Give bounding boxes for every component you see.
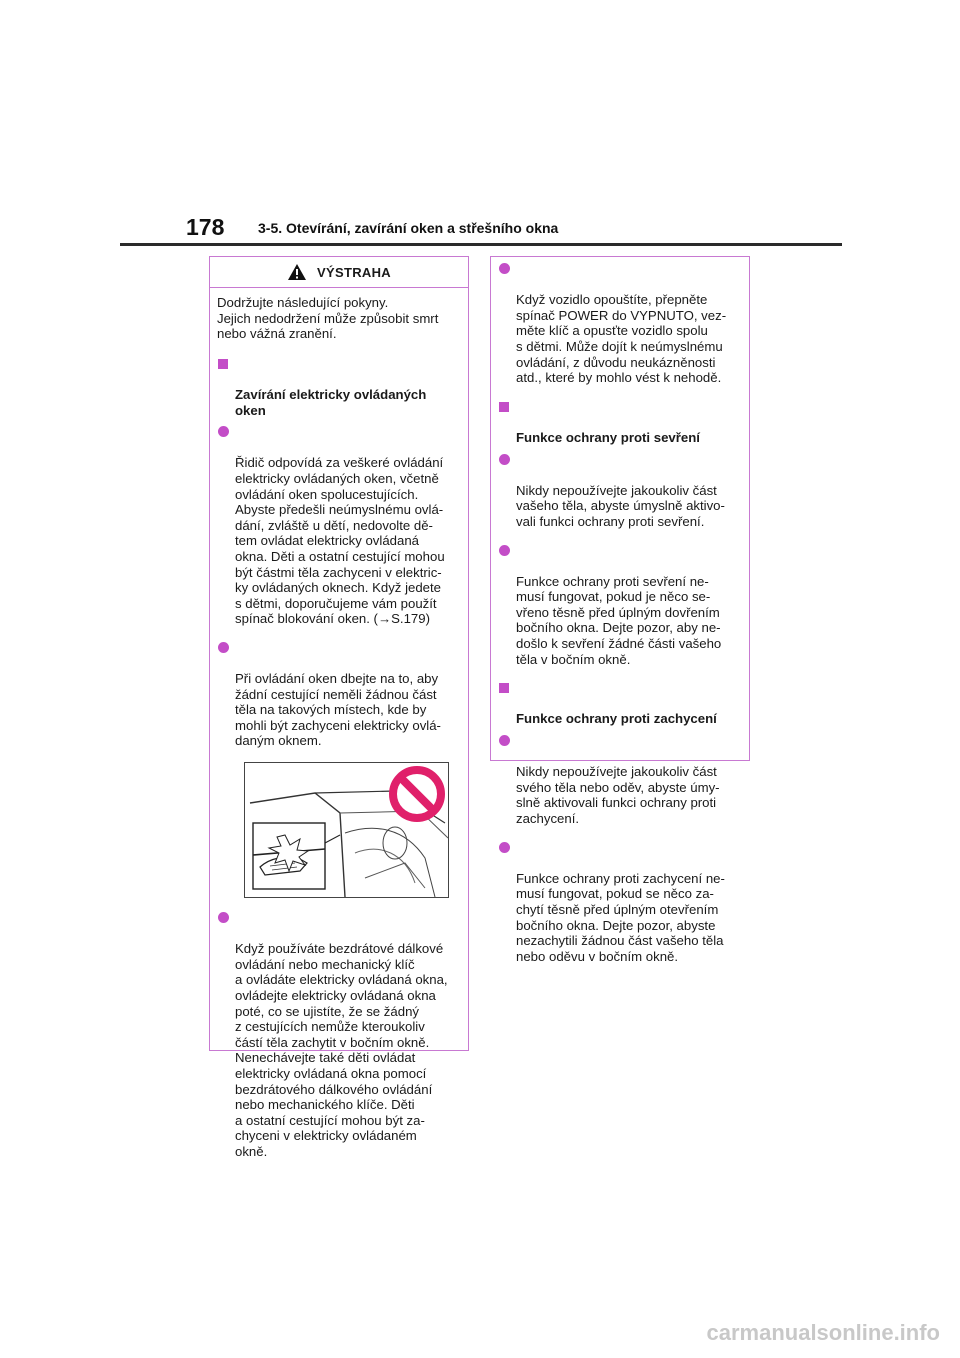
warning-box-continued (490, 256, 750, 964)
list-item (498, 543, 742, 668)
section-title: 3-5. Otevírání, zavírání oken a střešního okna (258, 220, 559, 236)
subheading-catch-protection (498, 680, 742, 727)
round-bullet-icon (499, 454, 510, 465)
list-item (498, 261, 742, 386)
bullet-text: Funkce ochrany proti sevření ne- musí fungovat, pokud je něco se- vřeno těsně před úplným dovřením bočního okna. Dejte pozor, aby ne- došlo k sevření žádné části vašeho těla v bočním okně. (516, 573, 722, 667)
square-bullet-icon (218, 359, 228, 369)
subheading-power-windows (217, 356, 461, 418)
subheading-text: Funkce ochrany proti sevření (516, 429, 700, 445)
prohibition-icon (388, 765, 446, 823)
square-bullet-icon (499, 402, 509, 412)
bullet-text: Když vozidlo opouštíte, přepněte spínač POWER do VYPNUTO, vez- měte klíč a opusťte vozidlo spolu s dětmi. Může dojít k neúmyslnému ovládání, z důvodu neukázněnosti atd., které by mohlo vést k nehodě. (516, 292, 727, 386)
round-bullet-icon (499, 545, 510, 556)
bullet-text: Funkce ochrany proti zachycení ne- musí fungovat, pokud se něco za- chytí těsně před úplným otevřením bočního okna. Dejte pozor, abyste nezachytili žádnou část vašeho těla nebo oděvu v bočním okně. (516, 870, 725, 964)
list-item (498, 733, 742, 827)
round-bullet-icon (218, 426, 229, 437)
warning-intro: Dodržujte následující pokyny. Jejich nedodržení může způsobit smrt nebo vážná zranění. (217, 295, 439, 342)
list-item (498, 840, 742, 965)
subheading-text: Funkce ochrany proti zachycení (516, 711, 717, 727)
bullet-text: Nikdy nepoužívejte jakoukoliv část vašeho těla, abyste úmyslně aktivo- vali funkci ochrany proti sevření. (516, 482, 725, 529)
header-divider (120, 243, 842, 246)
round-bullet-icon (499, 735, 510, 746)
list-item (217, 424, 461, 627)
round-bullet-icon (499, 842, 510, 853)
warning-title: VÝSTRAHA (317, 264, 391, 280)
list-item (217, 640, 461, 749)
page-number: 178 (186, 214, 225, 240)
round-bullet-icon (218, 912, 229, 923)
subheading-jam-protection (498, 399, 742, 446)
warning-box (209, 256, 469, 1159)
subheading-text: Zavírání elektricky ovládaných oken (235, 386, 427, 418)
warning-triangle-icon (287, 263, 307, 281)
list-item (217, 910, 461, 1160)
watermark: carmanualsonline.info (706, 1320, 940, 1345)
square-bullet-icon (499, 683, 509, 693)
hand-caught-in-window-illustration (244, 762, 449, 898)
warning-header (210, 257, 468, 288)
list-item (498, 452, 742, 530)
bullet-text: Když používáte bezdrátové dálkové ovládání nebo mechanický klíč a ovládáte elektricky ovládaná okna, ovládejte elektricky ovládaná okna poté, co se ujistíte, že se žádný z cestujících nemůže kteroukoliv částí těla zachytit v bočním okně. Nenechávejte také děti ovládat elektricky ovládaná okna pomocí bezdrátového dálkového ovládání nebo mechanického klíče. Děti a ostatní cestující mohou být za- chyceni v elektricky ovládaném okně. (235, 941, 448, 1159)
bullet-text: Řidič odpovídá za veškeré ovládání elektricky ovládaných oken, včetně ovládání oken spolucestujících. Abyste předešli neúmyslnému ovlá- dání, zvláště u dětí, nedovolte dě- tem ovládat elektricky ovládaná okna. Děti a ostatní cestující mohou být částmi těla zachyceni v elektric- ky ovládaných oknech. Když jedete s dětmi, doporučujeme vám použít spínač blokování oken. (→S.179) (235, 455, 445, 627)
bullet-text: Při ovládání oken dbejte na to, aby žádní cestující neměli žádnou část těla na takových místech, kde by mohli být zachyceni elektricky ovlá- daným oknem. (235, 671, 441, 749)
bullet-text: Nikdy nepoužívejte jakoukoliv část svého těla nebo oděv, abyste úmy- slně aktivovali funkci ochrany proti zachycení. (516, 764, 720, 826)
round-bullet-icon (218, 642, 229, 653)
round-bullet-icon (499, 263, 510, 274)
